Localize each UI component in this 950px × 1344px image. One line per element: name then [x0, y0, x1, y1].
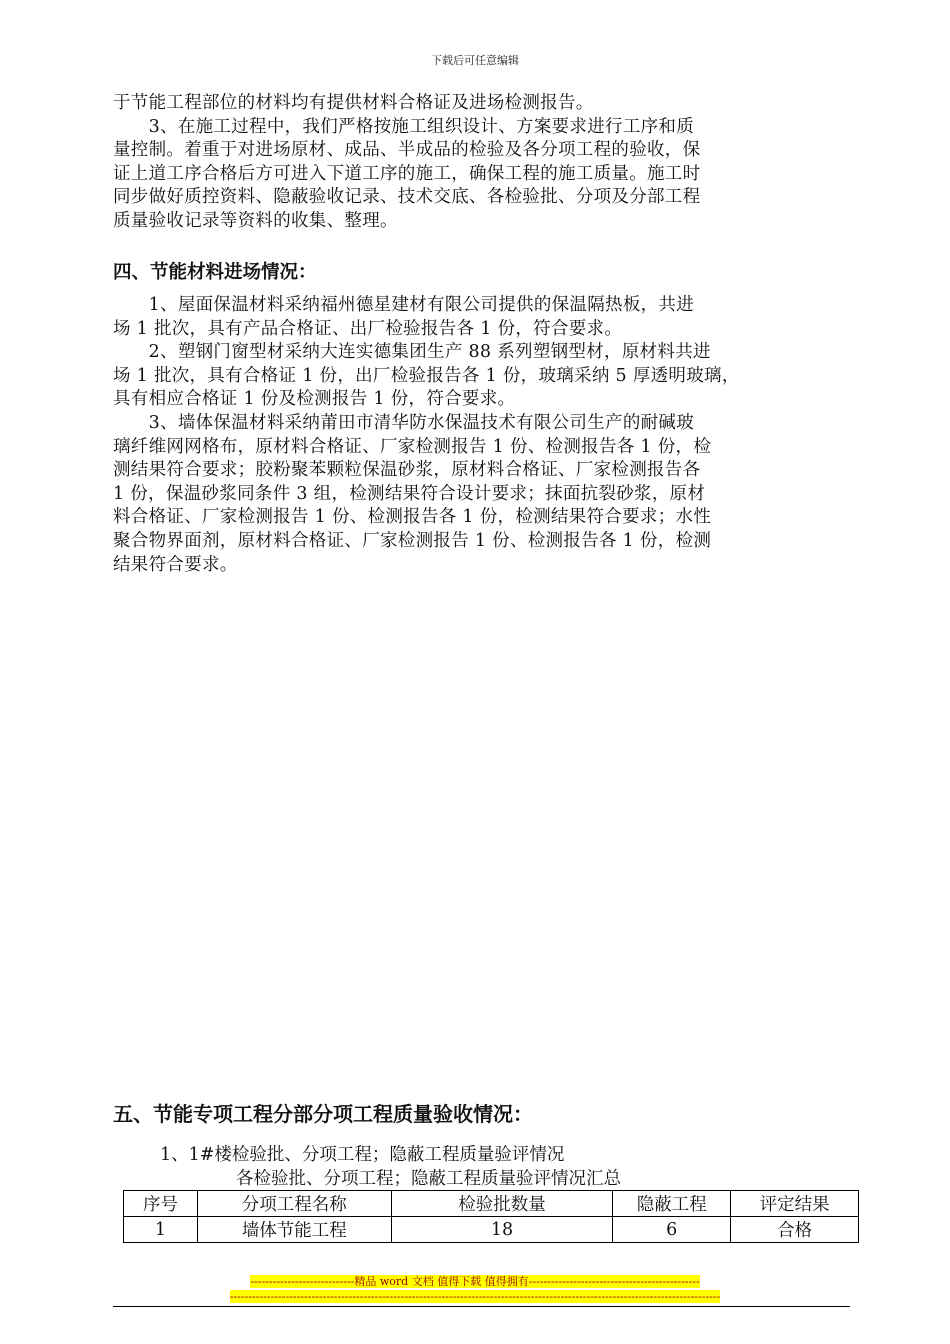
table-header-cell: 检验批数量	[391, 1191, 613, 1217]
text-line: 场 1 批次，具有产品合格证、出厂检验报告各 1 份，符合要求。	[113, 318, 623, 339]
table-cell: 墙体节能工程	[197, 1217, 391, 1243]
table-header-cell: 隐蔽工程	[613, 1191, 731, 1217]
text-line: 1、屋面保温材料采纳福州德星建材有限公司提供的保温隔热板，共进	[113, 295, 695, 315]
footer-divider	[113, 1306, 850, 1307]
text-line: 聚合物界面剂，原材料合格证、厂家检测报告 1 份、检测报告各 1 份，检测	[113, 530, 712, 551]
table-caption: 各检验批、分项工程；隐蔽工程质量验评情况汇总	[236, 1169, 621, 1189]
table-cell: 18	[391, 1217, 613, 1243]
text-line: 璃纤维网网格布，原材料合格证、厂家检测报告 1 份、检测报告各 1 份，检	[113, 436, 712, 457]
acceptance-summary-table	[123, 1190, 859, 1243]
text-line: 于节能工程部位的材料均有提供材料合格证及进场检测报告。	[113, 93, 594, 113]
table-cell: 合格	[731, 1217, 859, 1243]
table-header-cell: 分项工程名称	[197, 1191, 391, 1217]
table-row	[124, 1217, 859, 1243]
text-line: 2、塑钢门窗型材采纳大连实德集团生产 88 系列塑钢型材，原材料共进	[113, 342, 711, 363]
subsection-title: 1、1#楼检验批、分项工程；隐蔽工程质量验评情况	[160, 1145, 565, 1165]
header-note: 下载后可任意编辑	[431, 54, 519, 67]
text-line: 场 1 批次，具有合格证 1 份，出厂检验报告各 1 份，玻璃采纳 5 厚透明玻璃，	[113, 365, 740, 386]
section-4-heading: 四、节能材料进场情况：	[113, 262, 317, 283]
footer-promo-dashes: ------------------------------------------------------------------------------------------------------------------------------------	[229, 1290, 721, 1303]
table-header-cell: 序号	[124, 1191, 198, 1217]
section-4-body	[113, 294, 853, 577]
text-line: 3、墙体保温材料采纳莆田市清华防水保温技术有限公司生产的耐碱玻	[113, 412, 695, 433]
footer-promo-line-2	[0, 1290, 950, 1303]
text-line: 质量验收记录等资料的收集、整理。	[113, 210, 398, 231]
text-line: 料合格证、厂家检测报告 1 份、检测报告各 1 份，检测结果符合要求；水性	[113, 507, 712, 528]
table-cell: 1	[124, 1217, 198, 1243]
text-line: 量控制。着重于对进场原材、成品、半成品的检验及各分项工程的验收，保	[113, 140, 701, 161]
footer-promo-text: ----------------------------精品 word 文档 值得下载 值得拥有----------------------------------------------	[250, 1275, 700, 1288]
text-line: 具有相应合格证 1 份及检测报告 1 份，符合要求。	[113, 389, 516, 410]
table-cell: 6	[613, 1217, 731, 1243]
text-line: 3、在施工过程中，我们严格按施工组织设计、方案要求进行工序和质	[113, 116, 695, 137]
section-5-heading: 五、节能专项工程分部分项工程质量验收情况：	[113, 1102, 533, 1126]
text-line: 1 份，保温砂浆同条件 3 组，检测结果符合设计要求；抹面抗裂砂浆，原材	[113, 483, 706, 504]
footer-promo-line-1	[0, 1273, 950, 1289]
text-line: 测结果符合要求；胶粉聚苯颗粒保温砂浆，原材料合格证、厂家检测报告各	[113, 460, 701, 481]
table-header-row	[124, 1191, 859, 1217]
intro-paragraph	[113, 92, 853, 234]
text-line: 结果符合要求。	[113, 554, 238, 575]
text-line: 同步做好质控资料、隐蔽验收记录、技术交底、各检验批、分项及分部工程	[113, 187, 701, 208]
text-line: 证上道工序合格后方可进入下道工序的施工，确保工程的施工质量。施工时	[113, 163, 701, 184]
table-header-cell: 评定结果	[731, 1191, 859, 1217]
